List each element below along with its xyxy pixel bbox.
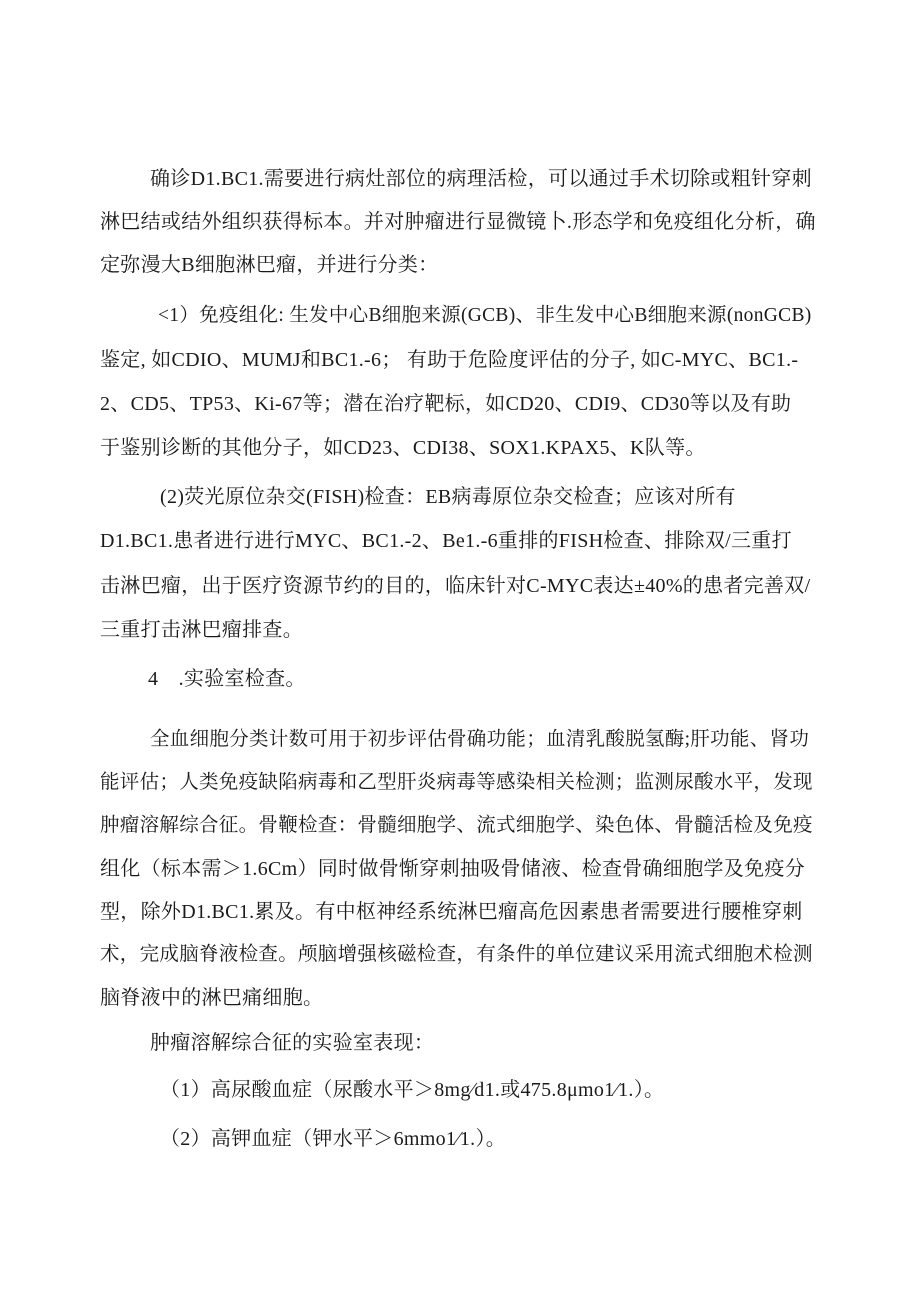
list-item-hyperkalemia: （2）高钾血症（钾水平＞6mmo1∕1.）。 xyxy=(160,1128,507,1150)
paragraph-3-line-2: D1.BC1.患者进行进行MYC、BC1.-2、Be1.-6重排的FISH检查、排除双/三重打 xyxy=(100,530,792,552)
paragraph-4-line-3: 肿瘤溶解综合征。骨鞭检查：骨髓细胞学、流式细胞学、染色体、骨髓活检及免疫 xyxy=(100,815,813,836)
paragraph-4-line-2: 能评估；人类免疫缺陷病毒和乙型肝炎病毒等感染相关检测；监测尿酸水平，发现 xyxy=(100,772,813,793)
paragraph-4-line-4: 组化（标本需＞1.6Cm）同时做骨惭穿刺抽吸骨储液、检查骨确细胞学及免疫分 xyxy=(100,858,805,880)
paragraph-2-line-2: 鉴定, 如CDIO、MUMJ和BC1.-6； 有助于危险度评估的分子, 如C-MYC、BC1.- xyxy=(100,349,799,371)
paragraph-3-line-3: 击淋巴瘤，出于医疗资源节约的目的，临床针对C-MYC表达±40%的患者完善双/ xyxy=(100,575,811,597)
paragraph-4-line-5: 型，除外D1.BC1.累及。有中枢神经系统淋巴瘤高危因素患者需要进行腰椎穿刺 xyxy=(100,901,803,923)
paragraph-4-line-7: 脑脊液中的淋巴痛细胞。 xyxy=(100,987,324,1009)
paragraph-5: 肿瘤溶解综合征的实验室表现： xyxy=(150,1032,435,1054)
paragraph-1-line-1: 确诊D1.BC1.需要进行病灶部位的病理活检，可以通过手术切除或粗针穿刺 xyxy=(150,168,812,190)
paragraph-3-line-1: (2)荧光原位杂交(FISH)检查：EB病毒原位杂交检查；应该对所有 xyxy=(160,486,736,508)
paragraph-2-line-1: <1）免疫组化: 生发中心B细胞来源(GCB)、非生发中心B细胞来源(nonGCB) xyxy=(158,305,812,326)
list-item-hyperuricemia: （1）高尿酸血症（尿酸水平＞8mg∕d1.或475.8μmo1∕1.）。 xyxy=(160,1079,665,1101)
paragraph-3-line-4: 三重打击淋巴瘤排查。 xyxy=(100,619,303,641)
section-heading-4: 4 .实验室检查。 xyxy=(148,668,306,690)
paragraph-2-line-3: 2、CD5、TP53、Ki-67等；潜在治疗靶标，如CD20、CDI9、CD30等以及有助 xyxy=(100,393,792,415)
paragraph-1-line-2: 淋巴结或结外组织获得标本。并对肿瘤进行显微镜卜.形态学和免疫组化分析，确 xyxy=(100,211,816,233)
paragraph-4-line-6: 术，完成脑脊液检查。颅脑增强核磁检查，有条件的单位建议采用流式细胞术检测 xyxy=(100,944,813,965)
paragraph-2-line-4: 于鉴别诊断的其他分子，如CD23、CDI38、SOX1.KPAX5、K队等。 xyxy=(100,437,706,459)
paragraph-4-line-1: 全血细胞分类计数可用于初步评估骨确功能；血清乳酸脱氢酶;肝功能、肾功 xyxy=(150,729,810,750)
paragraph-1-line-3: 定弥漫大B细胞淋巴瘤，并进行分类： xyxy=(100,254,439,276)
